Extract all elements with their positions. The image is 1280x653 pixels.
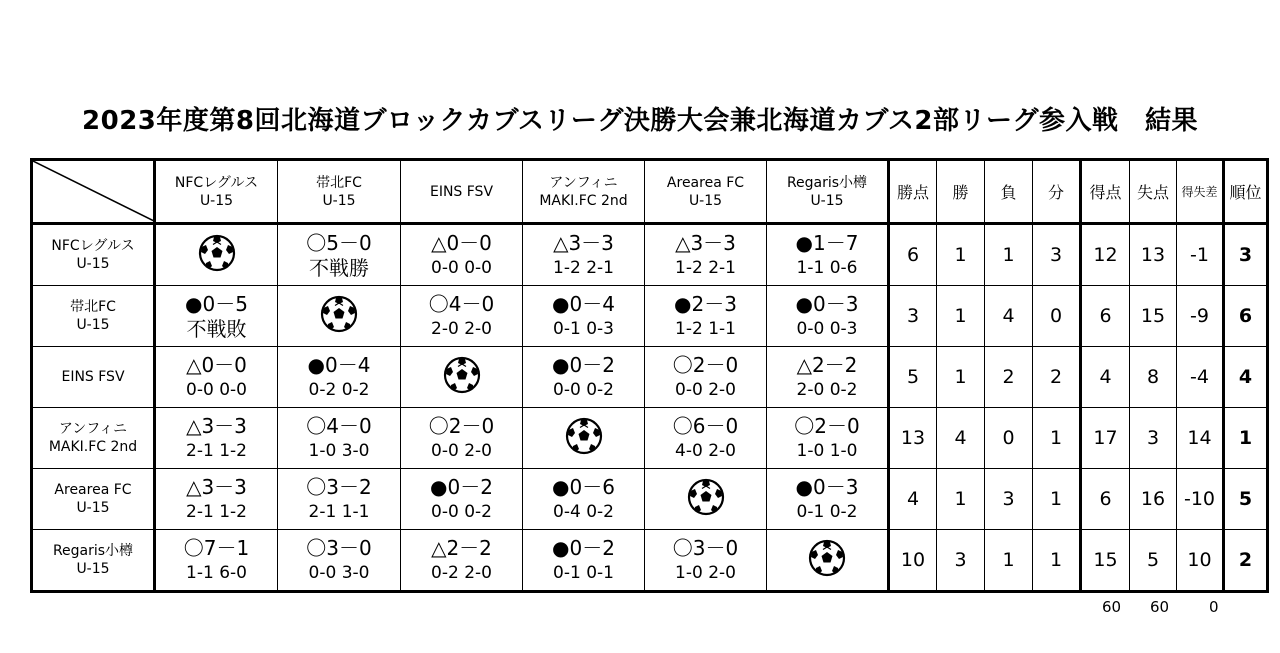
result-cell: [155, 347, 278, 408]
stat-draws: 1: [1033, 408, 1081, 469]
stat-goals-for: 17: [1081, 408, 1130, 469]
score: △0－0: [431, 231, 492, 255]
stat-goals-against: 13: [1130, 224, 1177, 286]
stat-goals-against: 15: [1130, 286, 1177, 347]
total-goal-diff: 0: [1209, 598, 1219, 616]
half-scores: 2-0 0-2: [796, 380, 858, 400]
row-header-team: EINS FSV: [32, 347, 155, 408]
row-header-team: アンフィニ MAKI.FC 2nd: [32, 408, 155, 469]
stat-points: 3: [889, 286, 937, 347]
table-row: [32, 347, 1268, 408]
soccer-ball-icon: [686, 477, 726, 517]
result-cell: [645, 347, 767, 408]
half-scores: 0-1 0-3: [553, 319, 614, 339]
stat-goal-diff: 10: [1177, 530, 1224, 592]
row-header-team: Regaris小樽 U-15: [32, 530, 155, 592]
half-scores: 1-2 1-1: [675, 319, 736, 339]
stat-wins: 1: [937, 286, 985, 347]
stat-points: 5: [889, 347, 937, 408]
score: ●1－7: [795, 231, 859, 255]
result-cell: [767, 469, 889, 530]
table-row: [32, 530, 1268, 592]
result-cell: [401, 469, 523, 530]
header-goals-for: 得点: [1081, 160, 1130, 224]
stat-goal-diff: -10: [1177, 469, 1224, 530]
score: ●2－3: [674, 292, 737, 316]
score: ●0－2: [552, 353, 615, 377]
stat-draws: 2: [1033, 347, 1081, 408]
result-cell: [767, 408, 889, 469]
row-header-team: Arearea FC U-15: [32, 469, 155, 530]
half-scores: 0-0 0-2: [431, 502, 492, 522]
stat-losses: 4: [985, 286, 1033, 347]
stat-points: 6: [889, 224, 937, 286]
stat-draws: 0: [1033, 286, 1081, 347]
stat-goals-against: 16: [1130, 469, 1177, 530]
soccer-ball-icon: [807, 538, 847, 578]
league-table: [30, 158, 1269, 593]
score: △3－3: [186, 414, 247, 438]
stat-losses: 2: [985, 347, 1033, 408]
half-scores: 不戦敗: [186, 317, 247, 341]
half-scores: 4-0 2-0: [675, 441, 736, 461]
result-cell: [278, 224, 401, 286]
half-scores: 2-0 2-0: [431, 319, 492, 339]
table-row: [32, 224, 1268, 286]
stat-rank: 4: [1224, 347, 1268, 408]
result-cell: [278, 530, 401, 592]
score: △3－3: [186, 475, 247, 499]
score: 〇3－0: [306, 536, 372, 560]
stat-draws: 1: [1033, 530, 1081, 592]
half-scores: 1-1 0-6: [796, 258, 858, 278]
table-row: [32, 286, 1268, 347]
stat-losses: 1: [985, 530, 1033, 592]
score: 〇6－0: [672, 414, 739, 438]
header-rank: 順位: [1224, 160, 1268, 224]
half-scores: 0-2 0-2: [308, 380, 370, 400]
table-row: [32, 469, 1268, 530]
result-cell: [767, 286, 889, 347]
result-cell: [155, 408, 278, 469]
stat-losses: 3: [985, 469, 1033, 530]
score: △2－2: [796, 353, 858, 377]
half-scores: 1-0 2-0: [675, 563, 736, 583]
total-goals-against: 60: [1150, 598, 1170, 616]
stat-losses: 1: [985, 224, 1033, 286]
score: △3－3: [553, 231, 614, 255]
half-scores: 0-0 0-0: [431, 258, 492, 278]
score: ●0－6: [552, 475, 615, 499]
stat-goals-for: 6: [1081, 469, 1130, 530]
stat-draws: 3: [1033, 224, 1081, 286]
page-title: 2023年度第8回北海道ブロックカブスリーグ決勝大会兼北海道カブス2部リーグ参入戦 結果: [82, 106, 1198, 136]
result-cell: [767, 224, 889, 286]
result-cell: [401, 408, 523, 469]
column-header-team: Arearea FC U-15: [645, 160, 767, 224]
result-cell: [155, 530, 278, 592]
stat-points: 4: [889, 469, 937, 530]
stat-goals-for: 12: [1081, 224, 1130, 286]
stat-goal-diff: 14: [1177, 408, 1224, 469]
column-header-team: NFCレグルス U-15: [155, 160, 278, 224]
score: 〇3－0: [672, 536, 739, 560]
stat-rank: 6: [1224, 286, 1268, 347]
stat-rank: 1: [1224, 408, 1268, 469]
score: 〇4－0: [306, 414, 372, 438]
stat-goals-for: 4: [1081, 347, 1130, 408]
self-match-cell: [278, 286, 401, 347]
result-cell: [645, 530, 767, 592]
half-scores: 0-0 3-0: [308, 563, 370, 583]
stat-rank: 2: [1224, 530, 1268, 592]
result-cell: [523, 347, 645, 408]
score: △2－2: [431, 536, 492, 560]
stat-points: 13: [889, 408, 937, 469]
column-header-team: Regaris小樽 U-15: [767, 160, 889, 224]
score: ●0－3: [795, 475, 859, 499]
stat-goal-diff: -4: [1177, 347, 1224, 408]
score: 〇7－1: [183, 536, 250, 560]
header-row: [32, 160, 1268, 224]
self-match-cell: [523, 408, 645, 469]
row-header-team: 帯北FC U-15: [32, 286, 155, 347]
half-scores: 1-2 2-1: [553, 258, 614, 278]
row-header-team: NFCレグルス U-15: [32, 224, 155, 286]
stat-goals-for: 15: [1081, 530, 1130, 592]
result-cell: [278, 408, 401, 469]
half-scores: 1-0 1-0: [796, 441, 858, 461]
score: ●0－5: [185, 292, 248, 316]
score: 〇2－0: [672, 353, 739, 377]
stat-wins: 4: [937, 408, 985, 469]
score: △0－0: [186, 353, 247, 377]
half-scores: 2-1 1-1: [308, 502, 370, 522]
result-cell: [645, 224, 767, 286]
score: 〇2－0: [428, 414, 495, 438]
soccer-ball-icon: [442, 355, 482, 395]
result-cell: [523, 286, 645, 347]
soccer-ball-icon: [197, 233, 237, 273]
stat-goals-against: 8: [1130, 347, 1177, 408]
result-cell: [401, 530, 523, 592]
score: ●0－2: [552, 536, 615, 560]
stat-wins: 1: [937, 469, 985, 530]
stat-goals-against: 3: [1130, 408, 1177, 469]
header-draws: 分: [1033, 160, 1081, 224]
half-scores: 0-0 2-0: [675, 380, 736, 400]
half-scores: 0-1 0-1: [553, 563, 614, 583]
stat-losses: 0: [985, 408, 1033, 469]
soccer-ball-icon: [319, 294, 359, 334]
column-header-team: アンフィニ MAKI.FC 2nd: [523, 160, 645, 224]
half-scores: 1-0 3-0: [308, 441, 370, 461]
stat-goals-against: 5: [1130, 530, 1177, 592]
stat-wins: 1: [937, 224, 985, 286]
stat-goal-diff: -1: [1177, 224, 1224, 286]
half-scores: 0-0 0-2: [553, 380, 614, 400]
self-match-cell: [155, 224, 278, 286]
header-goals-against: 失点: [1130, 160, 1177, 224]
half-scores: 1-1 6-0: [186, 563, 247, 583]
score: ●0－4: [307, 353, 371, 377]
table-row: [32, 408, 1268, 469]
stat-wins: 3: [937, 530, 985, 592]
result-cell: [278, 347, 401, 408]
header-wins: 勝: [937, 160, 985, 224]
result-cell: [645, 408, 767, 469]
stat-goal-diff: -9: [1177, 286, 1224, 347]
half-scores: 0-4 0-2: [553, 502, 614, 522]
self-match-cell: [401, 347, 523, 408]
half-scores: 不戦勝: [309, 256, 369, 280]
result-cell: [401, 286, 523, 347]
half-scores: 1-2 2-1: [675, 258, 736, 278]
corner-cell: [32, 160, 155, 224]
column-header-team: EINS FSV: [401, 160, 523, 224]
half-scores: 0-0 2-0: [431, 441, 492, 461]
score: ●0－2: [430, 475, 493, 499]
header-losses: 負: [985, 160, 1033, 224]
half-scores: 2-1 1-2: [186, 502, 247, 522]
result-cell: [767, 347, 889, 408]
soccer-ball-icon: [564, 416, 604, 456]
score: 〇2－0: [794, 414, 860, 438]
result-cell: [155, 469, 278, 530]
total-goals-for: 60: [1102, 598, 1122, 616]
result-cell: [401, 224, 523, 286]
result-cell: [155, 286, 278, 347]
self-match-cell: [767, 530, 889, 592]
stat-wins: 1: [937, 347, 985, 408]
stat-points: 10: [889, 530, 937, 592]
score: △3－3: [675, 231, 736, 255]
score: ●0－3: [795, 292, 859, 316]
stat-rank: 5: [1224, 469, 1268, 530]
result-cell: [278, 469, 401, 530]
stat-draws: 1: [1033, 469, 1081, 530]
header-goal-diff: 得失差: [1177, 160, 1224, 224]
result-cell: [523, 224, 645, 286]
column-header-team: 帯北FC U-15: [278, 160, 401, 224]
stat-rank: 3: [1224, 224, 1268, 286]
stat-goals-for: 6: [1081, 286, 1130, 347]
half-scores: 2-1 1-2: [186, 441, 247, 461]
half-scores: 0-0 0-3: [796, 319, 858, 339]
score: 〇5－0: [306, 231, 372, 255]
half-scores: 0-0 0-0: [186, 380, 247, 400]
result-cell: [523, 469, 645, 530]
result-cell: [523, 530, 645, 592]
score: 〇4－0: [428, 292, 495, 316]
header-points: 勝点: [889, 160, 937, 224]
half-scores: 0-1 0-2: [796, 502, 858, 522]
score: 〇3－2: [306, 475, 372, 499]
half-scores: 0-2 2-0: [431, 563, 492, 583]
self-match-cell: [645, 469, 767, 530]
score: ●0－4: [552, 292, 615, 316]
result-cell: [645, 286, 767, 347]
